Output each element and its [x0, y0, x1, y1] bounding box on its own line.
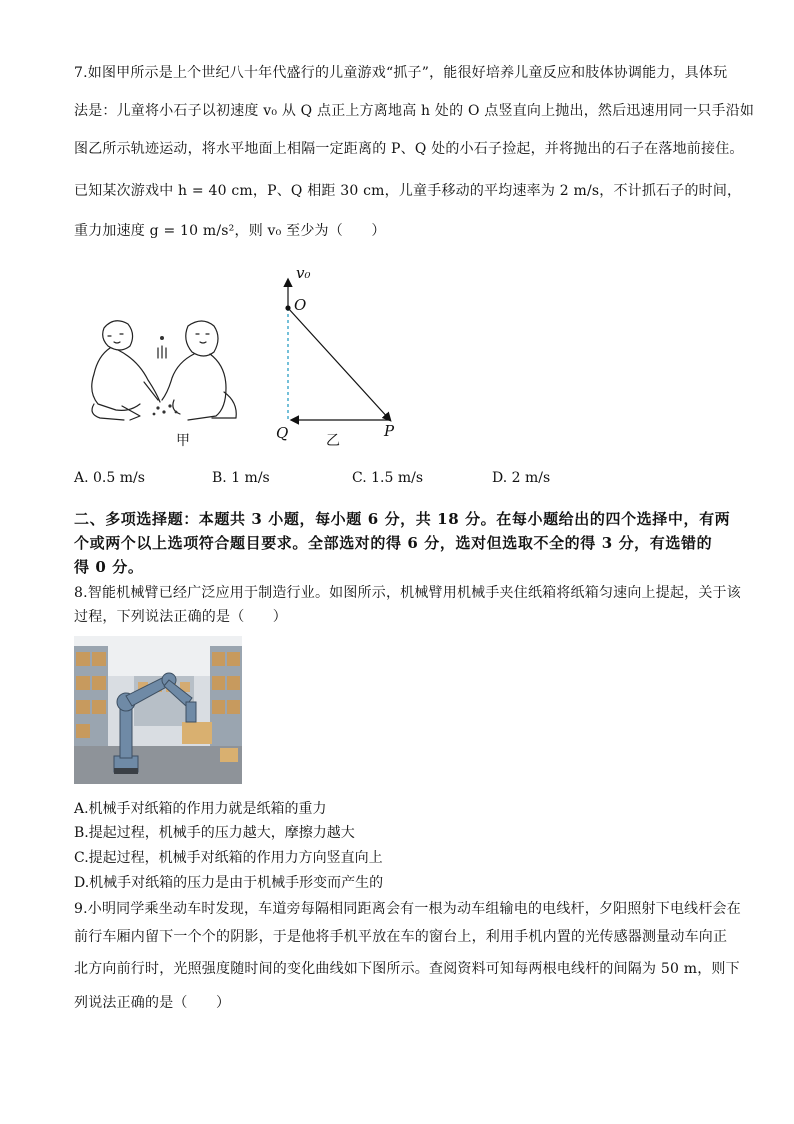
q7-line-2: 法是：儿童将小石子以初速度 v₀ 从 Q 点正上方离地高 h 处的 O 点竖直向上抛出，然后迅速用同一只手沿如 [74, 103, 755, 119]
label-p: P [384, 422, 395, 440]
q8-option-a: A.机械手对纸箱的作用力就是纸箱的重力 [74, 801, 327, 817]
q9-line-4: 列说法正确的是（ ） [74, 995, 231, 1011]
section2-line-2: 个或两个以上选项符合题目要求。全部选对的得 6 分，选对但选取不全的得 3 分，有选错的 [74, 534, 713, 552]
point-o [285, 305, 290, 310]
label-q: Q [276, 424, 289, 442]
q8-line-2: 过程，下列说法正确的是（ ） [74, 609, 287, 625]
q8-option-c: C.提起过程，机械手对纸箱的作用力方向竖直向上 [74, 850, 383, 866]
section2-line-3: 得 0 分。 [74, 558, 144, 576]
q8-line-1: 8.智能机械臂已经广泛应用于制造行业。如图所示，机械臂用机械手夹住纸箱将纸箱匀速向上提起，关于该 [74, 585, 741, 601]
robot-arm-photo [74, 636, 242, 784]
fig-jia-label: 甲 [176, 433, 190, 449]
children-playing-illustration [74, 308, 264, 448]
path-o-to-p [288, 308, 390, 420]
q7-line-3: 图乙所示轨迹运动，将水平地面上相隔一定距离的 P、Q 处的小石子捡起，并将抛出的石子在落地前接住。 [74, 141, 744, 157]
q7-line-1: 7.如图甲所示是上个世纪八十年代盛行的儿童游戏“抓子”，能很好培养儿童反应和肢体协调能力，具体玩 [74, 65, 728, 81]
choice-a: A. 0.5 m/s [74, 470, 145, 486]
q7-line-4: 已知某次游戏中 h = 40 cm，P、Q 相距 30 cm，儿童手移动的平均速率为 2 m/s，不计抓石子的时间， [74, 183, 742, 199]
q7-line-5: 重力加速度 g = 10 m/s²，则 v₀ 至少为（ ） [74, 223, 386, 239]
label-v0: v₀ [296, 264, 311, 282]
q9-line-3: 北方向前行时，光照强度随时间的变化曲线如下图所示。查阅资料可知每两根电线杆的间隔为 50 m，则下 [74, 961, 740, 977]
q8-option-d: D.机械手对纸箱的压力是由于机械手形变而产生的 [74, 875, 384, 891]
choice-d: D. 2 m/s [492, 470, 551, 486]
q8-option-b: B.提起过程，机械手的压力越大，摩擦力越大 [74, 825, 355, 841]
q9-line-1: 9.小明同学乘坐动车时发现，车道旁每隔相同距离会有一根为动车组输电的电线杆，夕阳照射下电线杆会在 [74, 901, 741, 917]
fig-yi-label: 乙 [326, 433, 340, 449]
choice-b: B. 1 m/s [212, 470, 270, 486]
section2-line-1: 二、多项选择题：本题共 3 小题，每小题 6 分，共 18 分。在每小题给出的四个选择中，有两 [74, 510, 731, 528]
q9-line-2: 前行车厢内留下一个个的阴影，于是他将手机平放在车的窗台上，利用手机内置的光传感器测量动车向正 [74, 929, 728, 945]
label-o: O [294, 296, 307, 314]
choice-c: C. 1.5 m/s [352, 470, 424, 486]
